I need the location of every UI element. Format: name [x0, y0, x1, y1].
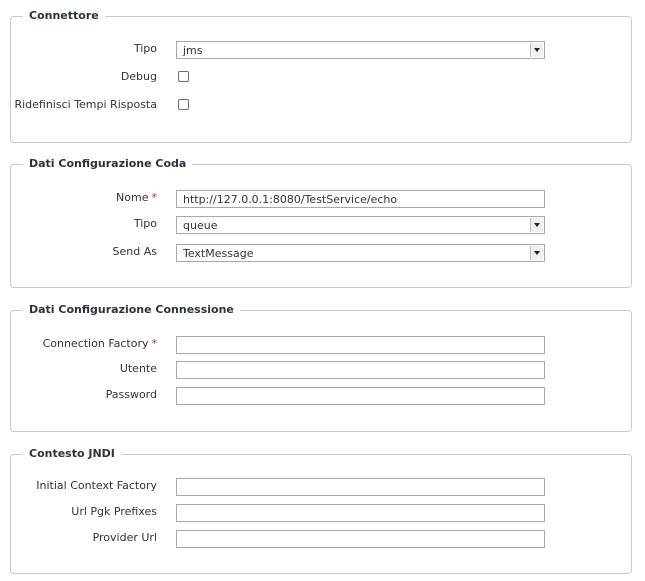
initial-context-factory-label: Initial Context Factory	[36, 479, 157, 492]
password-input[interactable]	[176, 387, 545, 405]
factory-row	[11, 336, 631, 356]
sendas-label: Send As	[112, 245, 157, 258]
jndi-legend: Contesto JNDI	[23, 446, 121, 462]
password-label: Password	[105, 388, 157, 401]
debug-row	[11, 69, 631, 89]
ridefinisci-tempi-label: Ridefinisci Tempi Risposta	[14, 98, 157, 111]
sendas-select-value: TextMessage	[183, 247, 254, 260]
provider-url-label: Provider Url	[92, 531, 157, 544]
debug-label: Debug	[120, 70, 157, 83]
url-pkg-row	[11, 504, 631, 524]
nome-label: Nome *	[116, 191, 157, 204]
coda-tipo-row	[11, 216, 631, 236]
provider-url-row	[11, 530, 631, 550]
utente-label: Utente	[119, 362, 157, 375]
debug-checkbox[interactable]	[178, 71, 189, 82]
chevron-down-icon[interactable]	[530, 246, 543, 260]
nome-input-value: http://127.0.0.1:8080/TestService/echo	[183, 193, 398, 206]
url-pkg-prefixes-input[interactable]	[176, 504, 545, 522]
connessione-legend: Dati Configurazione Connessione	[23, 302, 240, 318]
utente-input[interactable]	[176, 361, 545, 379]
tipo-label: Tipo	[133, 42, 157, 55]
required-marker: *	[151, 337, 157, 350]
utente-row	[11, 361, 631, 381]
coda-tipo-select[interactable]	[176, 216, 545, 234]
connettore-legend: Connettore	[23, 8, 105, 24]
initial-context-row	[11, 478, 631, 498]
required-marker: *	[151, 191, 157, 204]
connettore-section	[10, 9, 632, 143]
connessione-section	[10, 303, 632, 432]
chevron-down-icon[interactable]	[530, 218, 543, 232]
chevron-down-icon[interactable]	[530, 43, 543, 57]
connection-factory-label: Connection Factory *	[42, 337, 157, 350]
provider-url-input[interactable]	[176, 530, 545, 548]
sendas-select[interactable]	[176, 244, 545, 262]
ridefinisci-row	[11, 97, 631, 117]
tipo-row	[11, 41, 631, 61]
coda-tipo-select-value: queue	[183, 219, 218, 232]
jndi-section	[10, 447, 632, 574]
nome-row	[11, 190, 631, 210]
nome-input[interactable]	[176, 190, 545, 208]
ridefinisci-tempi-checkbox[interactable]	[178, 99, 189, 110]
tipo-select[interactable]	[176, 41, 545, 59]
coda-tipo-label: Tipo	[133, 217, 157, 230]
sendas-row	[11, 244, 631, 264]
coda-section	[10, 157, 632, 288]
initial-context-factory-input[interactable]	[176, 478, 545, 496]
connection-factory-input[interactable]	[176, 336, 545, 354]
password-row	[11, 387, 631, 407]
coda-legend: Dati Configurazione Coda	[23, 156, 192, 172]
url-pkg-prefixes-label: Url Pgk Prefixes	[71, 505, 157, 518]
tipo-select-value: jms	[183, 44, 203, 57]
